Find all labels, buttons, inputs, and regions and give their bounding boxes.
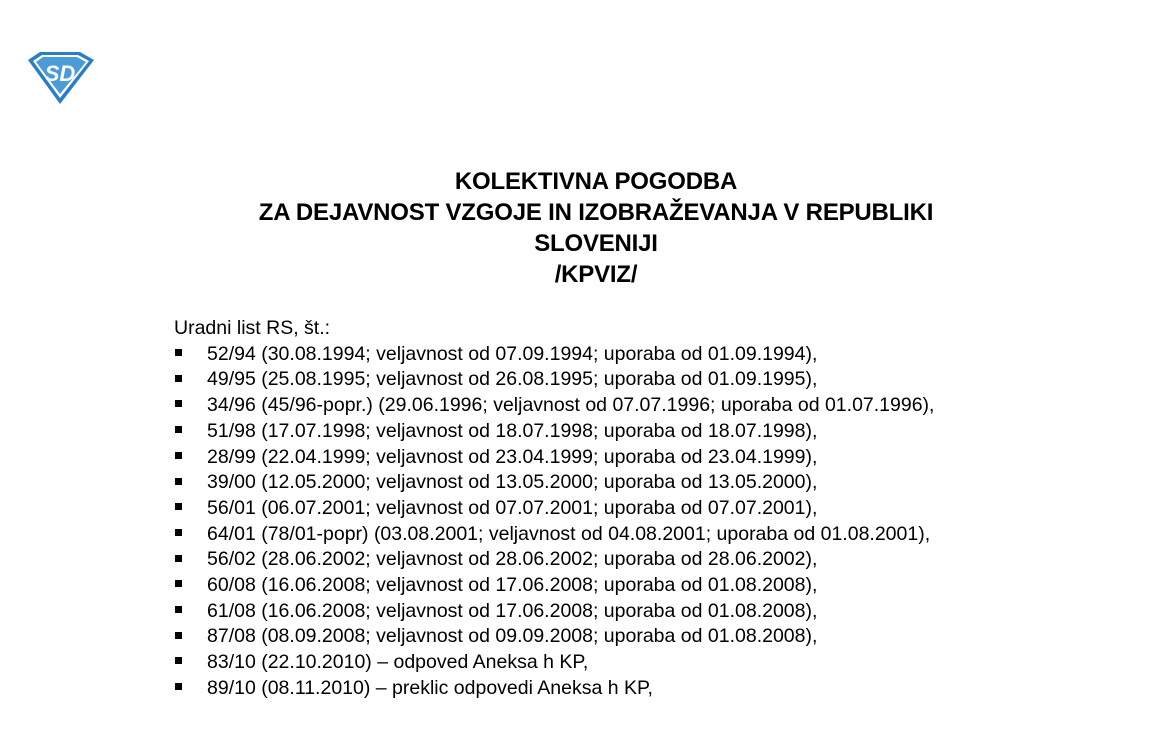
- list-item: 60/08 (16.06.2008; veljavnost od 17.06.2008; uporaba od 01.08.2008),: [140, 573, 1019, 599]
- logo-text: SD: [44, 61, 76, 86]
- list-item: 34/96 (45/96-popr.) (29.06.1996; veljavnost od 07.07.1996; uporaba od 01.07.1996),: [140, 393, 1019, 419]
- bullet-icon: [175, 580, 182, 587]
- bullet-icon: [175, 452, 182, 459]
- document-title: [140, 166, 1052, 290]
- title-line-3: SLOVENIJI: [534, 230, 658, 257]
- bullet-icon: [175, 400, 182, 407]
- document-body: [140, 316, 1019, 702]
- sd-logo: [22, 50, 98, 106]
- list-item: 51/98 (17.07.1998; veljavnost od 18.07.1998; uporaba od 18.07.1998),: [140, 419, 1019, 445]
- bullet-icon: [175, 606, 182, 613]
- title-line-2: ZA DEJAVNOST VZGOJE IN IZOBRAŽEVANJA V REPUBLIKI: [258, 199, 934, 226]
- title-line-4: /KPVIZ/: [554, 261, 638, 288]
- list-item: 28/99 (22.04.1999; veljavnost od 23.04.1999; uporaba od 23.04.1999),: [140, 445, 1019, 471]
- list-item: 64/01 (78/01-popr) (03.08.2001; veljavnost od 04.08.2001; uporaba od 01.08.2001),: [140, 522, 1019, 548]
- list-item: 56/01 (06.07.2001; veljavnost od 07.07.2001; uporaba od 07.07.2001),: [140, 496, 1019, 522]
- bullet-icon: [175, 375, 182, 382]
- list-item: 49/95 (25.08.1995; veljavnost od 26.08.1995; uporaba od 01.09.1995),: [140, 367, 1019, 393]
- bullet-icon: [175, 683, 182, 690]
- list-item: 61/08 (16.06.2008; veljavnost od 17.06.2008; uporaba od 01.08.2008),: [140, 599, 1019, 625]
- sd-shield-logo-icon: [22, 50, 98, 106]
- bullet-icon: [175, 657, 182, 664]
- bullet-icon: [175, 349, 182, 356]
- list-item: 83/10 (22.10.2010) – odpoved Aneksa h KP,: [140, 650, 1019, 676]
- list-item: 89/10 (08.11.2010) – preklic odpovedi Aneksa h KP,: [140, 676, 1019, 702]
- title-line-1: KOLEKTIVNA POGODBA: [454, 168, 738, 195]
- list-item: 87/08 (08.09.2008; veljavnost od 09.09.2008; uporaba od 01.08.2008),: [140, 624, 1019, 650]
- bullet-icon: [175, 529, 182, 536]
- bullet-icon: [175, 632, 182, 639]
- bullet-icon: [175, 426, 182, 433]
- gazette-list: [140, 342, 1019, 702]
- list-item: 39/00 (12.05.2000; veljavnost od 13.05.2000; uporaba od 13.05.2000),: [140, 470, 1019, 496]
- bullet-icon: [175, 478, 182, 485]
- list-item: 52/94 (30.08.1994; veljavnost od 07.09.1994; uporaba od 01.09.1994),: [140, 342, 1019, 368]
- gazette-label: Uradni list RS, št.:: [174, 317, 331, 339]
- bullet-icon: [175, 555, 182, 562]
- list-item: 56/02 (28.06.2002; veljavnost od 28.06.2002; uporaba od 28.06.2002),: [140, 547, 1019, 573]
- bullet-icon: [175, 503, 182, 510]
